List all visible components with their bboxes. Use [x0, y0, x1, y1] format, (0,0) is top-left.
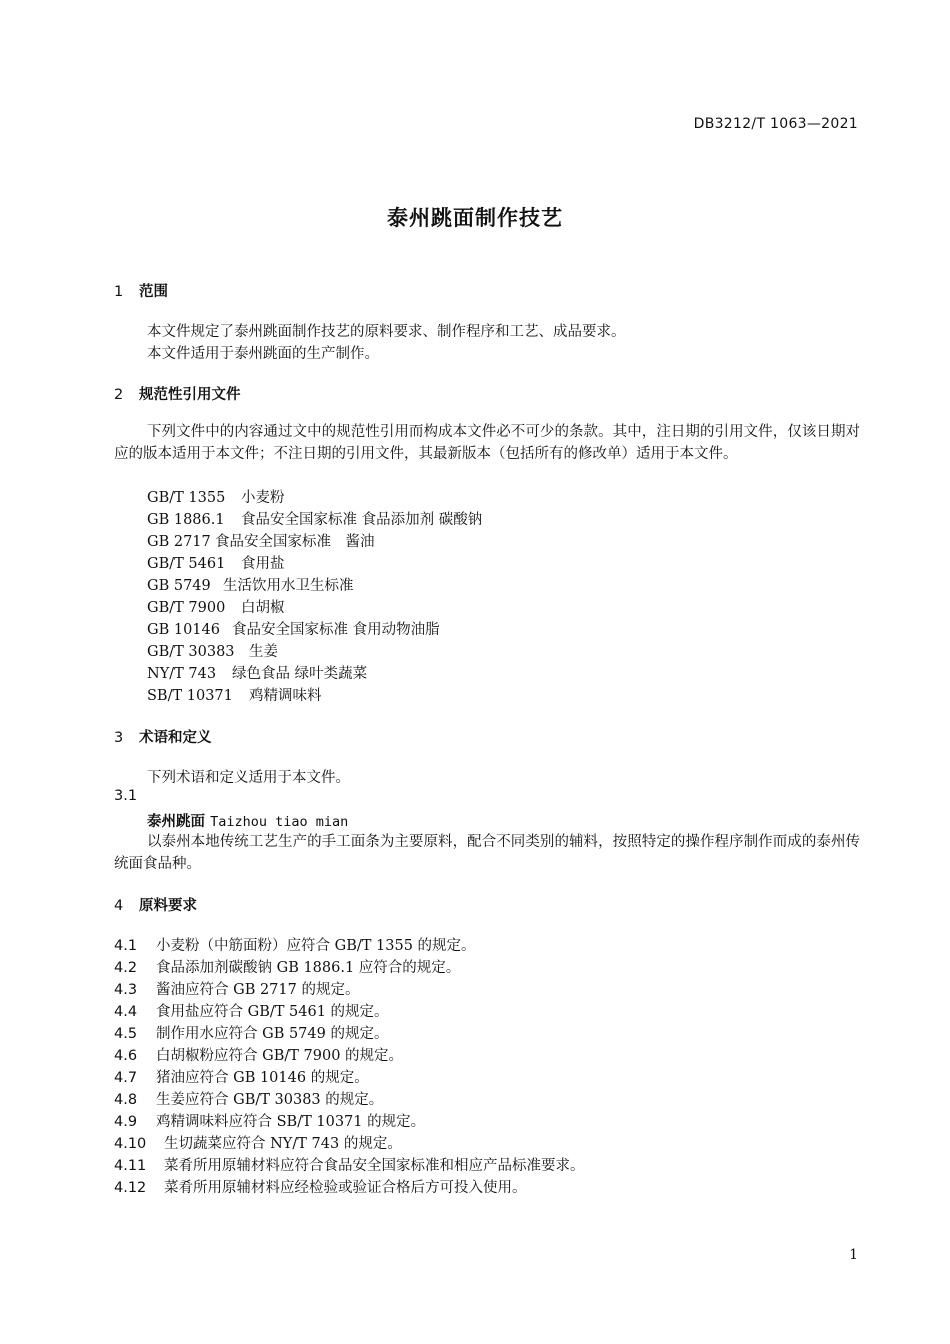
paragraph: 下列文件中的内容通过文中的规范性引用而构成本文件必不可少的条款。其中，注日期的引用文件，仅该日期对应的版本适用于本文件；不注日期的引用文件，其最新版本（包括所有的修改单）适用于本文件。	[114, 424, 860, 462]
reference-item	[147, 663, 367, 685]
requirement-number: 4.1	[114, 938, 138, 954]
requirement-item	[114, 1044, 403, 1065]
document-code: DB3212/T 1063—2021	[693, 116, 858, 132]
section-3-heading	[114, 726, 212, 747]
section-4-heading	[114, 894, 197, 915]
reference-item	[147, 685, 322, 707]
reference-name: 食品安全国家标准 食品添加剂 碳酸钠	[241, 512, 483, 528]
reference-item	[147, 641, 278, 663]
paragraph: 本文件规定了泰州跳面制作技艺的原料要求、制作程序和工艺、成品要求。	[147, 324, 626, 340]
reference-item	[147, 553, 285, 575]
requirement-text: 生切蔬菜应符合 NY/T 743 的规定。	[164, 1136, 402, 1152]
requirement-number: 4.11	[114, 1158, 147, 1174]
section-title: 范围	[139, 284, 168, 300]
requirement-item	[114, 1154, 585, 1175]
section-title: 规范性引用文件	[139, 387, 241, 403]
requirement-text: 鸡精调味料应符合 SB/T 10371 的规定。	[156, 1114, 426, 1130]
reference-name: 食品安全国家标准 酱油	[215, 534, 375, 550]
reference-code: SB/T 10371	[147, 688, 233, 704]
reference-code: GB/T 7900	[147, 600, 226, 616]
reference-item	[147, 509, 482, 531]
paragraph: 本文件适用于泰州跳面的生产制作。	[147, 346, 379, 362]
requirement-number: 4.4	[114, 1004, 138, 1020]
reference-name: 生活饮用水卫生标准	[223, 578, 354, 594]
requirement-text: 酱油应符合 GB 2717 的规定。	[156, 982, 360, 998]
section-number: 4	[114, 898, 124, 914]
requirement-text: 制作用水应符合 GB 5749 的规定。	[156, 1026, 389, 1042]
paragraph: 下列术语和定义适用于本文件。	[147, 770, 350, 786]
reference-item	[147, 597, 285, 619]
section-title: 术语和定义	[139, 730, 212, 746]
reference-name: 白胡椒	[241, 600, 285, 616]
requirement-item	[114, 1066, 369, 1087]
reference-code: NY/T 743	[147, 666, 217, 682]
reference-code: GB 2717	[147, 534, 211, 550]
reference-code: GB/T 1355	[147, 490, 226, 506]
requirement-number: 4.2	[114, 960, 138, 976]
reference-code: GB 1886.1	[147, 512, 225, 528]
term-entry	[147, 810, 348, 831]
requirement-item	[114, 1022, 388, 1043]
section-1-heading	[114, 280, 168, 301]
requirement-text: 食品添加剂碳酸钠 GB 1886.1 应符合的规定。	[156, 960, 461, 976]
requirement-item	[114, 1088, 383, 1109]
requirement-number: 4.10	[114, 1136, 147, 1152]
reference-item	[147, 619, 440, 641]
section-number: 2	[114, 387, 124, 403]
requirement-text: 食用盐应符合 GB/T 5461 的规定。	[156, 1004, 389, 1020]
section-number: 1	[114, 284, 124, 300]
requirement-item	[114, 978, 359, 999]
reference-name: 食用盐	[241, 556, 285, 572]
term-definition: 以泰州本地传统工艺生产的手工面条为主要原料，配合不同类别的辅料，按照特定的操作程序制作而成的泰州传统面食品种。	[114, 834, 860, 872]
page-number: 1	[849, 1247, 858, 1263]
requirement-number: 4.7	[114, 1070, 138, 1086]
requirement-number: 4.8	[114, 1092, 138, 1108]
requirement-item	[114, 934, 476, 955]
reference-name: 小麦粉	[241, 490, 285, 506]
requirement-number: 4.9	[114, 1114, 138, 1130]
page-title: 泰州跳面制作技艺	[387, 206, 563, 230]
reference-name: 食品安全国家标准 食用动物油脂	[232, 622, 440, 638]
reference-name: 鸡精调味料	[249, 688, 322, 704]
term-number: 3.1	[114, 788, 138, 804]
requirement-number: 4.3	[114, 982, 138, 998]
requirement-text: 菜肴所用原辅材料应符合食品安全国家标准和相应产品标准要求。	[164, 1158, 585, 1174]
reference-item	[147, 575, 354, 597]
requirement-text: 小麦粉（中筋面粉）应符合 GB/T 1355 的规定。	[156, 938, 476, 954]
requirement-number: 4.5	[114, 1026, 138, 1042]
term-chinese: 泰州跳面	[147, 814, 205, 830]
requirement-item	[114, 1132, 402, 1153]
reference-item	[147, 531, 375, 553]
term-english: Taizhou tiao mian	[210, 814, 349, 830]
reference-code: GB 5749	[147, 578, 211, 594]
reference-name: 生姜	[249, 644, 278, 660]
requirement-text: 菜肴所用原辅材料应经检验或验证合格后方可投入使用。	[164, 1180, 527, 1196]
requirement-item	[114, 1110, 425, 1131]
reference-name: 绿色食品 绿叶类蔬菜	[232, 666, 368, 682]
section-2-heading	[114, 383, 241, 404]
requirement-text: 猪油应符合 GB 10146 的规定。	[156, 1070, 369, 1086]
requirement-item	[114, 956, 460, 977]
reference-item	[147, 487, 285, 509]
requirement-item	[114, 1176, 527, 1197]
requirement-item	[114, 1000, 389, 1021]
section-number: 3	[114, 730, 124, 746]
requirement-number: 4.6	[114, 1048, 138, 1064]
section-title: 原料要求	[139, 898, 197, 914]
requirement-text: 生姜应符合 GB/T 30383 的规定。	[156, 1092, 384, 1108]
requirement-number: 4.12	[114, 1180, 147, 1196]
reference-code: GB/T 5461	[147, 556, 226, 572]
requirement-text: 白胡椒粉应符合 GB/T 7900 的规定。	[156, 1048, 404, 1064]
reference-code: GB/T 30383	[147, 644, 235, 660]
reference-code: GB 10146	[147, 622, 220, 638]
